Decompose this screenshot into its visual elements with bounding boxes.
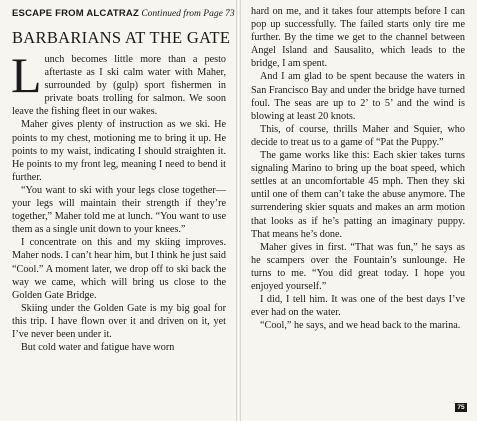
left-page bbox=[0, 0, 236, 421]
paragraph: The game works like this: Each skier takes turns signaling Marino to bring up the boat speed, which settles at an uncomfortable 45 mph. Then they ski until one of them can’t take the abuse anymore. The surrendering skier squats and makes an arm motion that looks as if he’s patting an imaginary puppy. That means he’s done. bbox=[251, 150, 465, 240]
paragraph: “You want to ski with your legs close together—your legs will maintain their strength if they’re together,” Maher told me at lunch. “You want to use them as a single unit down to your knees.” bbox=[12, 184, 226, 236]
paragraph: Maher gives in first. “That was fun,” he says as he scampers over the Fountain’s sunlounge. He turns to me. “You did great today. I hope you enjoyed yourself.” bbox=[251, 241, 465, 292]
paragraph: And I am glad to be spent because the waters in San Francisco Bay and under the bridge have turned foul. The seas are up to 2’ to 5’ and the wind is blowing at least 20 knots. bbox=[251, 71, 465, 122]
paragraph: Skiing under the Golden Gate is my big goal for this trip. I have flown over it and driven on it, yet I’ve never been under it. bbox=[12, 302, 226, 340]
paragraph: “Cool,” he says, and we head back to the marina. bbox=[260, 320, 461, 332]
left-column-text bbox=[11, 47, 226, 354]
page-number: 75 bbox=[455, 403, 467, 412]
running-head-continued: Continued from Page 73 bbox=[138, 9, 235, 19]
paragraph: hard on me, and it takes four attempts before I can pop up successfully. The failed starts only tire me further. By the time we get to the channel between Angel Island and Sausalito, which leads to the bridge, I am spent. bbox=[251, 6, 465, 70]
paragraph: I did, I tell him. It was one of the best days I’ve ever had on the water. bbox=[251, 294, 465, 319]
drop-cap: L bbox=[11, 47, 42, 103]
running-head-title: ESCAPE FROM ALCATRAZ bbox=[12, 8, 139, 19]
running-head bbox=[12, 8, 235, 20]
right-page bbox=[241, 0, 477, 421]
paragraph: Lunch becomes little more than a pesto aftertaste as I ski calm water with Maher, surrounded by (gulp) sport fishermen in private boats trolling for salmon. We soon leave the fishing fleet in our wakes. bbox=[11, 47, 226, 118]
paragraph: This, of course, thrills Maher and Squier, who decide to treat us to a game of “Pat the Puppy.” bbox=[251, 123, 465, 148]
paragraph: I concentrate on this and my skiing improves. Maher nods. I can’t hear him, but I think he just said “Cool.” A moment later, we drop off to ski back the way we came, which will bring us close to the Golden Gate Bridge. bbox=[12, 237, 226, 301]
paragraph: But cold water and fatigue have worn bbox=[21, 342, 175, 354]
article-title: BARBARIANS AT THE GATE bbox=[12, 28, 231, 47]
right-column-text bbox=[251, 5, 465, 332]
paragraph: Maher gives plenty of instruction as we ski. He points to my chest, motioning me to bring it up. He points to my waist, indicating I should straighten it. He points to my front leg, meaning I need to bend it further. bbox=[12, 119, 226, 183]
